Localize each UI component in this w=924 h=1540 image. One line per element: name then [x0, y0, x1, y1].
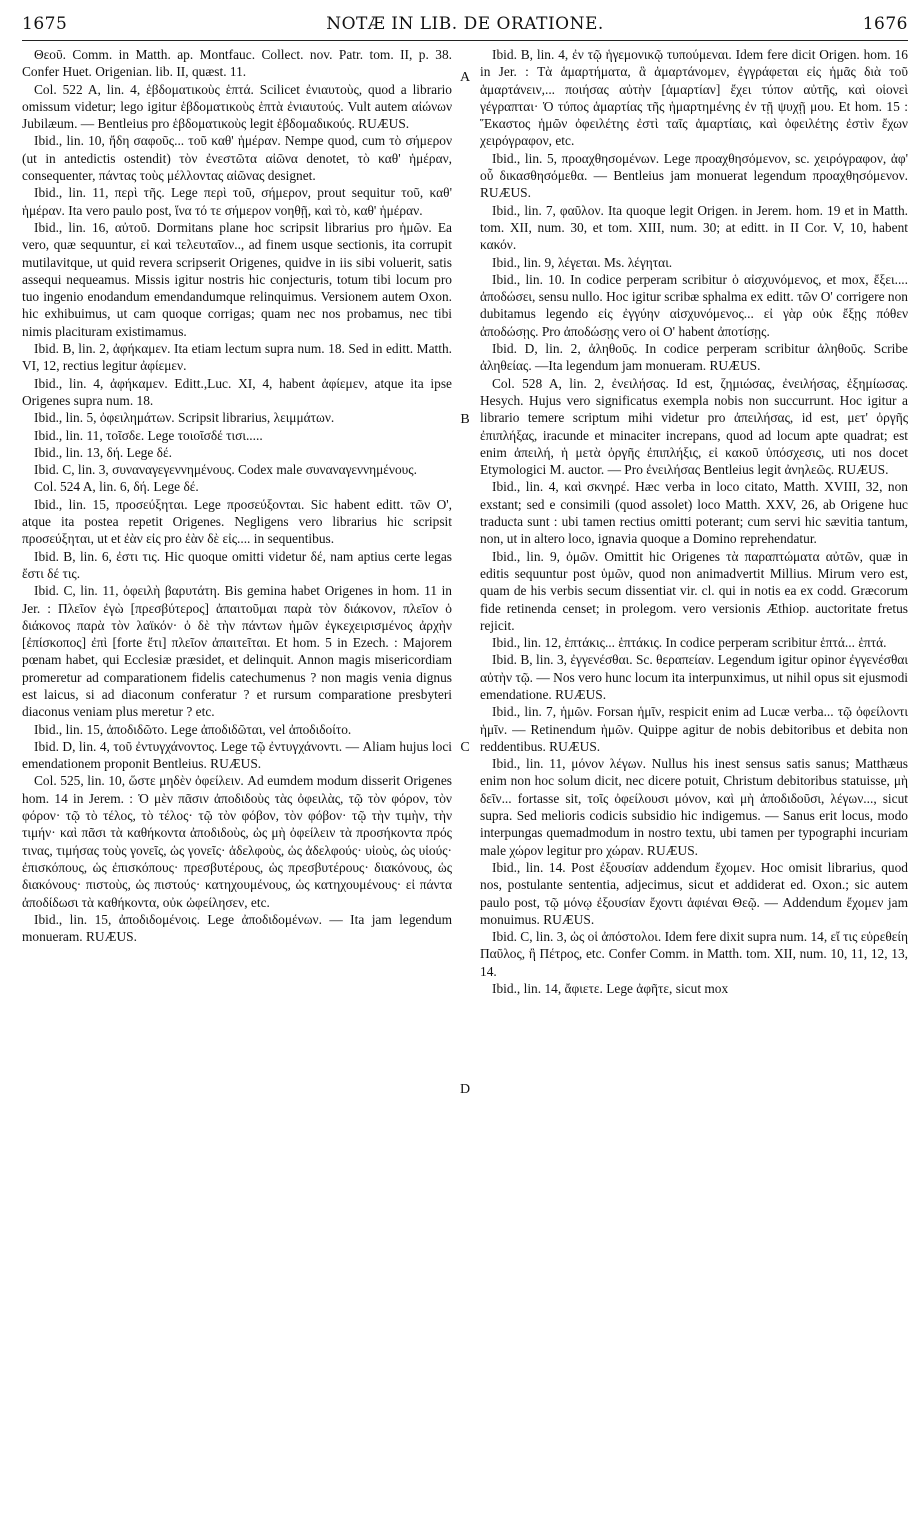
- note-paragraph: Ibid., lin. 13, δή. Lege δέ.: [34, 444, 172, 460]
- note-paragraph: Ibid. B, lin. 4, ἐν τῷ ἡγεμονικῷ τυπούμεναι. Idem fere dicit Origen. hom. 16 in Jer. : Τὰ ἁμαρτήματα, ἃ ἁμαρτάνομεν, ἐγγράφεται εἰς ἡμᾶς διὰ τοῦ ἁμαρτάνειν,... ποιήσας αὐτὴν [ἁμαρτίαν] ἔχει τύπον αὐτῆς, καὶ οἱονεὶ γέγραπται· Ὁ τύπος ἁμαρτίας τῆς ἡμαρτημένης ἐν τῇ ψυχῇ μου. Et hom. 15 : Ἕκαστος ἡμῶν ὀφειλέτης ἐστὶ ταῖς ἁμαρτίαις, καὶ ὀφειλέτης ἐστὶν ἔχων χειρόγραφον, etc.: [480, 47, 908, 149]
- note-paragraph: Ibid., lin. 10. In codice perperam scribitur ὁ αἰσχυνόμενος, et mox, ἔξει.... ἀποδώσει, sensu nullo. Hoc igitur scribæ sphalma ex editt. τῶν Ο' corrigere non dubitamus legendo εἰς ἐγγύην αἰσχυνόμενος... εἰ γὰρ οὐκ ἔξῃς πόθεν ἀποδώσῃς. Pro ἀποδώσῃς vero οἱ Ο' habent ἀποτίσῃς.: [480, 271, 908, 339]
- note-paragraph: Ibid., lin. 12, ἑπτάκις... ἑπτάκις. In codice perperam scribitur ἑπτά... ἑπτά.: [492, 635, 887, 651]
- note-paragraph: Θεοῦ. Comm. in Matth. ap. Montfauc. Collect. nov. Patr. tom. II, p. 38. Confer Huet. Origenian. lib. II, quæst. 11.: [22, 47, 452, 80]
- note-paragraph: Col. 528 A, lin. 2, ἐνειλήσας. Id est, ζημιώσας, ἐνειλήσας, ἐξημίωσας. Hesych. Hujus vero significatus exempla nobis non succurrunt. Hoc igitur a librario temere scriptum mihi videtur pro ἀπειλήσας, id est, μετ' ὀργῆς ἐπιπλήξας, iracunde et minaciter increpans, quod ad locum apte quadrat; est enim ἀπειλή, ἡ μετὰ ὀργῆς ἐπιπλήξις, εἰ κακοῦ ὑπόσχεσις, uti nos docet Etymologici M. auctor. — Pro ἐνειλήσας Bentleius legit ἀνηλεῶς. RUÆUS.: [480, 375, 908, 478]
- note-paragraph: Ibid., lin. 5, ὀφειλημάτων. Scripsit librarius, λειμμάτων.: [34, 410, 335, 426]
- page-number-left: 1675: [22, 14, 68, 34]
- note-paragraph: Ibid., lin. 7, φαῦλον. Ita quoque legit Origen. in Jerem. hom. 19 et in Matth. tom. XII, num. 30, et tom. XIII, num. 30; at editt. in II Cor. V, 10, habent κακόν.: [480, 202, 908, 253]
- note-paragraph: Ibid., lin. 11, περὶ τῆς. Lege περὶ τοῦ, σήμερον, prout sequitur τοῦ, καθ' ἡμέραν. Ita vero paulo post, ἵνα τό τε σήμερον νοηθῇ, καὶ τὸ, καθ' ἡμέραν.: [22, 185, 452, 218]
- note-paragraph: Ibid. B, lin. 2, ἀφήκαμεν. Ita etiam lectum supra num. 18. Sed in editt. Matth. VI, 12, rectius legitur ἀφίεμεν.: [22, 341, 452, 374]
- note-paragraph: Ibid. C, lin. 11, ὀφειλὴ βαρυτάτη. Bis gemina habet Origenes in hom. 11 in Jer. : Πλεῖον ἐγὼ [πρεσβύτερος] ἀπαιτοῦμαι παρὰ τὸν διάκονον, πλεῖον ὁ διάκονος παρὰ τὸν λαϊκόν· ὁ δὲ τὴν πάντων ἡμῶν ἐγκεχειρισμένος ἀρχὴν [ἐπίσκοπος] ἐπὶ [forte ἔτι] πλεῖον ἀπαιτεῖται. Et hom. 5 in Ezech. : Majorem pœnam habet, qui Ecclesiæ præsidet, et delinquit. Annon magis misericordiam promeretur ad comparationem fidelis catechumenus ? non magis venia dignus est laicus, si ad diaconum conferatur ? et rursum comparatione presbyteri diaconus veniam plus meretur ? etc.: [22, 583, 452, 720]
- note-paragraph: Ibid., lin. 9, ὀμῶν. Omittit hic Origenes τὰ παραπτώματα αὐτῶν, quæ in editis sequuntur post ὑμῶν, quod non animadvertit Millius. Mirum vero est, quam de his verbis secum dissentiat vir. cl. qui in notis ea ex codd. Græcorum fide retinenda censet; in prolegom. vero versionis Æthiop. auctoritate fretus rejicit.: [480, 548, 908, 633]
- note-paragraph: Ibid., lin. 11, μόνον λέγων. Nullus his inest sensus satis sanus; Matthæus enim non hoc solum dicit, nec dicere potuit, Christum debitoribus statuisse, μὴ δεῖν... fortasse sit, τοῖς ὀφείλουσι μόνον, καὶ μὴ ἀποδιδοῦσι, λέγων..., sicut supra. Sed melioris codicis subsidio hic indigemus. — Sanus erit locus, modo interpungas quemadmodum in nostro textu, ubi tamen per typographi incuriam male χώρον legitur pro χώραν. RUÆUS.: [480, 756, 908, 858]
- note-paragraph: Ibid., lin. 16, αὐτοῦ. Dormitans plane hoc scripsit librarius pro ἡμῶν. Ea vero, quæ sequuntur, εἰ καὶ τελευταῖον.., ad finem usque sectionis, ita corrupit mutilavitque, ut quid revera scripserit Origenes, quidve in iis sibi voluerit, satis assequi nequeamus. Missis igitur nostris hic conjecturis, totum tibi locum pro tuo ingenio enodandum emendandumque relinquimus. Versionem autem Oxon. hic exhibuimus, ut cam quoque corrigas; quam nec nos probamus, nec tibi nimis placituram existimamus.: [22, 219, 452, 339]
- note-paragraph: Ibid. C, lin. 3, συναναγεγεννημένους. Codex male συναναγεννημένους.: [34, 462, 417, 478]
- note-paragraph: Ibid. D, lin. 2, ἀληθοῦς. In codice perperam scribitur ἀληθοῦς. Scribe ἀληθείας. —Ita legendum jam monueram. RUÆUS.: [480, 341, 908, 374]
- note-paragraph: Ibid., lin. 14, ἄφιετε. Lege ἀφῆτε, sicut mox: [492, 981, 729, 997]
- note-paragraph: Col. 524 A, lin. 6, δή. Lege δέ.: [34, 479, 199, 495]
- note-paragraph: Ibid., lin. 14. Post ἐξουσίαν addendum ἔχομεν. Hoc omisit librarius, quod nos, postulante sententia, adjecimus, sicut et addiderat ed. Oxon.; sic autem paulo post, τῷ μόνῳ ἐξουσίαν ἔχοντι ἀφιέναι Θεῷ. — Addendum ἔχομεν jam monuimus. RUÆUS.: [480, 859, 908, 927]
- note-paragraph: Ibid. D, lin. 4, τοῦ ἐντυγχάνοντος. Lege τῷ ἐντυγχάνοντι. — Aliam hujus loci emendationem proponit Bentleius. RUÆUS.: [22, 738, 452, 772]
- left-column: [22, 46, 452, 1534]
- margin-letter-c: C: [460, 740, 470, 755]
- note-paragraph: Ibid. B, lin. 3, ἐγγενέσθαι. Sc. θεραπείαν. Legendum igitur opinor ἐγγενέσθαι αὐτὴν τῷ. — Nos vero hunc locum ita interpunximus, ut nihil opus sit ejusmodi emendatione. RUÆUS.: [480, 652, 908, 702]
- note-paragraph: Ibid. B, lin. 6, ἐστι τις. Hic quoque omitti videtur δέ, nam aptius certe legas ἔστι δέ τις.: [22, 548, 452, 581]
- note-paragraph: Ibid., lin. 15, ἀποδιδῶτο. Lege ἀποδιδῶται, vel ἀποδιδοίτο.: [34, 721, 352, 737]
- note-paragraph: Col. 522 A, lin. 4, ἑβδοματικοὺς ἑπτά. Scilicet ἐνιαυτοὺς, quod a librario omissum videtur; lego igitur ἑβδοματικοὺς ἑπτὰ ἐνιαυτούς. Vult autem αἰώνων Jubilæum. — Bentleius pro ἑβδοματικοὺς legit ἑβδομαδικούς. RUÆUS.: [22, 81, 452, 132]
- note-paragraph: Ibid., lin. 15, ἀποδιδομένοις. Lege ἀποδιδομένων. — Ita jam legendum monueram. RUÆUS.: [22, 911, 452, 945]
- note-paragraph: Ibid. C, lin. 3, ὡς οἱ ἀπόστολοι. Idem fere dixit supra num. 14, εἴ τις εὑρεθείη Παῦλος, ἢ Πέτρος, etc. Confer Comm. in Matth. tom. XII, num. 10, 11, 12, 13, 14.: [480, 929, 908, 979]
- note-paragraph: Ibid., lin. 9, λέγεται. Ms. λέγηται.: [492, 254, 673, 270]
- running-header: [22, 14, 908, 41]
- note-paragraph: Ibid., lin. 5, προαχθησομένων. Lege προαχθησόμενον, sc. χειρόγραφον, ἀφ' οὗ δικασθησόμεθα. — Bentleius jam monuerat legendum προαχθησόμενον. RUÆUS.: [480, 150, 908, 201]
- margin-letter-b: B: [460, 412, 470, 427]
- page-number-right: 1676: [862, 14, 908, 34]
- note-paragraph: Ibid., lin. 4, ἀφήκαμεν. Editt.,Luc. XI, 4, habent ἀφίεμεν, atque ita ipse Origenes supra num. 18.: [22, 375, 452, 408]
- margin-letter-d: D: [459, 1082, 471, 1097]
- note-paragraph: Ibid., lin. 4, καὶ σκνηρέ. Hæc verba in loco citato, Matth. XVIII, 32, non exstant; sed e consimili (quod assolet) loco Matth. XXV, 26, ab Origene huc traducta sunt : ubi tamen rectius omitti poterant; cum servi hic sævitia tantum, non, ut in altero loco, ignavia quoque a Domino reprehendatur.: [480, 479, 908, 547]
- right-column: [480, 46, 908, 1534]
- note-paragraph: Ibid., lin. 10, ἤδη σαφοῦς... τοῦ καθ' ἡμέραν. Nempe quod, cum τὸ σήμερον (ut in antedictis ostendit) τὸν ἐνεστῶτα αἰῶνα denotet, τὸ καθ' ἡμέραν, consequenter, πάντας τοὺς μέλλοντας αἰῶνας designet.: [22, 133, 452, 184]
- note-paragraph: Ibid., lin. 15, προσεύξηται. Lege προσεύξονται. Sic habent editt. τῶν Ο', atque ita postea repetit Origenes. Negligens vero librarius hic scripsit προσεύξηται, ut et ἐὰν εἰς pro ἐὰν δὲ εἰς.... in sequentibus.: [22, 496, 452, 547]
- note-paragraph: Col. 525, lin. 10, ὥστε μηδὲν ὀφείλειν. Ad eumdem modum disserit Origenes hom. 14 in Jerem. : Ὁ μὲν πᾶσιν ἀποδιδοὺς τὰς ὀφειλὰς, τῷ τὸν φόρον, τὸν φόρον· τῷ τὸ τέλος, τὸ τέλος· τῷ τὸν φόβον, τὸν φόβον· τῷ τὴν τιμὴν, τὴν τιμήν· καὶ πᾶσι τὰ καθήκοντα ἀποδιδοὺς, ὡς μὴ ὀφείλειν τὰ προσήκοντα πρός τινας, τιμήσας τοὺς γονεῖς, ὡς γονεῖς· ἀδελφοὺς, ὡς ἀδελφούς· υἱοὺς, ὡς υἱούς· ἐπισκόπους, ὡς ἐπισκόπους· πρεσβυτέρους, ὡς πρεσβυτέρους· διακόνους, ὡς διακόνους· πιστοὺς, ὡς πιστούς· κατηχουμένους, ὡς κατηχουμένους· εἰ πάντα ἀποδίδωσι τὰ καθήκοντα, οὐκ ὠφείλησεν, etc.: [22, 773, 452, 910]
- margin-letter-a: A: [459, 70, 471, 85]
- note-paragraph: Ibid., lin. 11, τοῖσδε. Lege τοιοῖσδέ τισι.....: [34, 427, 263, 443]
- running-title: NOTÆ IN LIB. DE ORATIONE.: [326, 14, 604, 34]
- note-paragraph: Ibid., lin. 7, ἡμῶν. Forsan ἡμῖν, respicit enim ad Lucæ verba... τῷ ὀφείλοντι ἡμῖν. — Retinendum ἡμῶν. Quippe agitur de nobis debitoribus et debita non reddentibus. RUÆUS.: [480, 704, 908, 754]
